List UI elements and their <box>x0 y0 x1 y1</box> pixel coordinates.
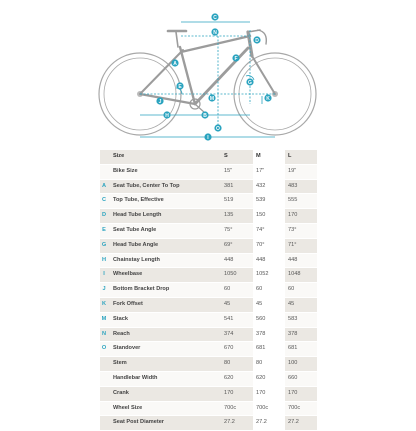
row-value-m: 448 <box>253 253 285 268</box>
table-row <box>100 416 317 431</box>
row-value-s: 80 <box>221 357 253 372</box>
row-value-s: 374 <box>221 327 253 342</box>
row-name: Standover <box>108 342 221 357</box>
header-size-s: S <box>221 150 253 164</box>
row-value-l: 170 <box>285 386 317 401</box>
svg-text:F: F <box>234 55 238 62</box>
label-g <box>246 78 253 85</box>
row-letter: H <box>100 253 108 268</box>
header-size-m: M <box>253 150 285 164</box>
label-o <box>214 124 221 131</box>
label-a <box>171 59 178 66</box>
row-name: Wheel Size <box>108 401 221 416</box>
svg-text:O: O <box>216 125 220 132</box>
label-k <box>264 94 271 101</box>
table-row <box>100 371 317 386</box>
row-value-m: 681 <box>253 342 285 357</box>
row-value-l: 1048 <box>285 268 317 283</box>
table-row <box>100 164 317 179</box>
svg-text:C: C <box>213 14 217 21</box>
row-value-m: 378 <box>253 327 285 342</box>
row-value-s: 69° <box>221 238 253 253</box>
table-row <box>100 268 317 283</box>
table-row <box>100 238 317 253</box>
svg-text:G: G <box>248 79 252 86</box>
row-name: Seat Tube Angle <box>108 223 221 238</box>
row-name: Top Tube, Effective <box>108 194 221 209</box>
row-value-l: 483 <box>285 179 317 194</box>
row-letter: G <box>100 238 108 253</box>
row-value-s: 670 <box>221 342 253 357</box>
row-value-l: 660 <box>285 371 317 386</box>
row-letter: C <box>100 194 108 209</box>
row-name: Fork Offset <box>108 297 221 312</box>
row-value-l: 555 <box>285 194 317 209</box>
svg-text:D: D <box>255 37 259 44</box>
row-value-s: 541 <box>221 312 253 327</box>
table-row <box>100 342 317 357</box>
row-letter: A <box>100 179 108 194</box>
table-row <box>100 179 317 194</box>
label-c <box>211 13 218 20</box>
dimension-labels <box>156 13 271 140</box>
row-name: Bike Size <box>108 164 221 179</box>
row-name: Chainstay Length <box>108 253 221 268</box>
row-value-m: 27.2 <box>253 416 285 431</box>
row-value-s: 27.2 <box>221 416 253 431</box>
row-letter: D <box>100 209 108 224</box>
row-name: Seat Post Diameter <box>108 416 221 431</box>
row-name: Stack <box>108 312 221 327</box>
svg-text:K: K <box>266 95 270 102</box>
row-value-m: 150 <box>253 209 285 224</box>
table-row <box>100 283 317 298</box>
row-value-m: 45 <box>253 297 285 312</box>
label-e <box>176 82 183 89</box>
row-value-l: 378 <box>285 327 317 342</box>
row-letter <box>100 371 108 386</box>
row-value-m: 620 <box>253 371 285 386</box>
table-header-row <box>100 150 317 164</box>
label-n <box>211 28 218 35</box>
row-value-s: 170 <box>221 386 253 401</box>
table-row <box>100 312 317 327</box>
row-value-s: 700c <box>221 401 253 416</box>
table-row <box>100 401 317 416</box>
row-value-s: 1050 <box>221 268 253 283</box>
table-row <box>100 253 317 268</box>
row-value-l: 583 <box>285 312 317 327</box>
row-value-m: 539 <box>253 194 285 209</box>
svg-text:J: J <box>158 98 162 105</box>
table-row <box>100 209 317 224</box>
row-letter <box>100 164 108 179</box>
table-row <box>100 297 317 312</box>
svg-text:H: H <box>165 112 169 119</box>
row-value-l: 100 <box>285 357 317 372</box>
row-value-l: 19" <box>285 164 317 179</box>
row-name: Stem <box>108 357 221 372</box>
row-value-l: 71° <box>285 238 317 253</box>
svg-text:E: E <box>178 83 182 90</box>
table-row <box>100 223 317 238</box>
row-value-l: 45 <box>285 297 317 312</box>
row-value-m: 560 <box>253 312 285 327</box>
row-value-m: 170 <box>253 386 285 401</box>
table-row <box>100 194 317 209</box>
row-value-s: 620 <box>221 371 253 386</box>
row-letter: E <box>100 223 108 238</box>
row-letter: J <box>100 283 108 298</box>
row-value-m: 17" <box>253 164 285 179</box>
svg-text:N: N <box>213 29 217 36</box>
row-letter: I <box>100 268 108 283</box>
row-value-l: 448 <box>285 253 317 268</box>
svg-text:A: A <box>173 60 177 67</box>
row-name: Head Tube Length <box>108 209 221 224</box>
label-b <box>201 111 208 118</box>
row-value-l: 73° <box>285 223 317 238</box>
row-letter: O <box>100 342 108 357</box>
label-m <box>208 94 215 101</box>
label-d <box>253 36 260 43</box>
row-name: Seat Tube, Center To Top <box>108 179 221 194</box>
label-j <box>156 97 163 104</box>
row-value-s: 519 <box>221 194 253 209</box>
row-value-s: 135 <box>221 209 253 224</box>
row-letter: K <box>100 297 108 312</box>
row-value-s: 448 <box>221 253 253 268</box>
row-value-s: 60 <box>221 283 253 298</box>
row-value-l: 681 <box>285 342 317 357</box>
row-value-s: 381 <box>221 179 253 194</box>
row-letter: N <box>100 327 108 342</box>
label-h <box>163 111 170 118</box>
row-value-m: 1052 <box>253 268 285 283</box>
row-value-m: 700c <box>253 401 285 416</box>
row-name: Handlebar Width <box>108 371 221 386</box>
row-name: Reach <box>108 327 221 342</box>
table-row <box>100 386 317 401</box>
row-value-m: 74° <box>253 223 285 238</box>
table-row <box>100 327 317 342</box>
row-name: Head Tube Angle <box>108 238 221 253</box>
row-value-l: 27.2 <box>285 416 317 431</box>
row-name: Wheelbase <box>108 268 221 283</box>
row-letter <box>100 416 108 431</box>
row-name: Bottom Bracket Drop <box>108 283 221 298</box>
header-size-l: L <box>285 150 317 164</box>
row-name: Crank <box>108 386 221 401</box>
svg-text:B: B <box>203 112 207 119</box>
row-letter: M <box>100 312 108 327</box>
label-i <box>204 133 211 140</box>
row-value-m: 70° <box>253 238 285 253</box>
row-value-l: 170 <box>285 209 317 224</box>
row-letter <box>100 401 108 416</box>
row-letter <box>100 357 108 372</box>
svg-text:M: M <box>209 95 215 102</box>
header-size-label: Size <box>108 150 221 164</box>
row-value-m: 432 <box>253 179 285 194</box>
row-value-l: 60 <box>285 283 317 298</box>
row-value-m: 60 <box>253 283 285 298</box>
row-value-l: 700c <box>285 401 317 416</box>
geometry-table <box>100 150 317 431</box>
svg-text:I: I <box>207 134 209 141</box>
row-value-s: 15" <box>221 164 253 179</box>
row-value-s: 75° <box>221 223 253 238</box>
row-value-s: 45 <box>221 297 253 312</box>
label-f <box>232 54 239 61</box>
table-row <box>100 357 317 372</box>
row-value-m: 80 <box>253 357 285 372</box>
header-letter <box>100 150 108 164</box>
row-letter <box>100 386 108 401</box>
geometry-diagram <box>0 0 416 150</box>
